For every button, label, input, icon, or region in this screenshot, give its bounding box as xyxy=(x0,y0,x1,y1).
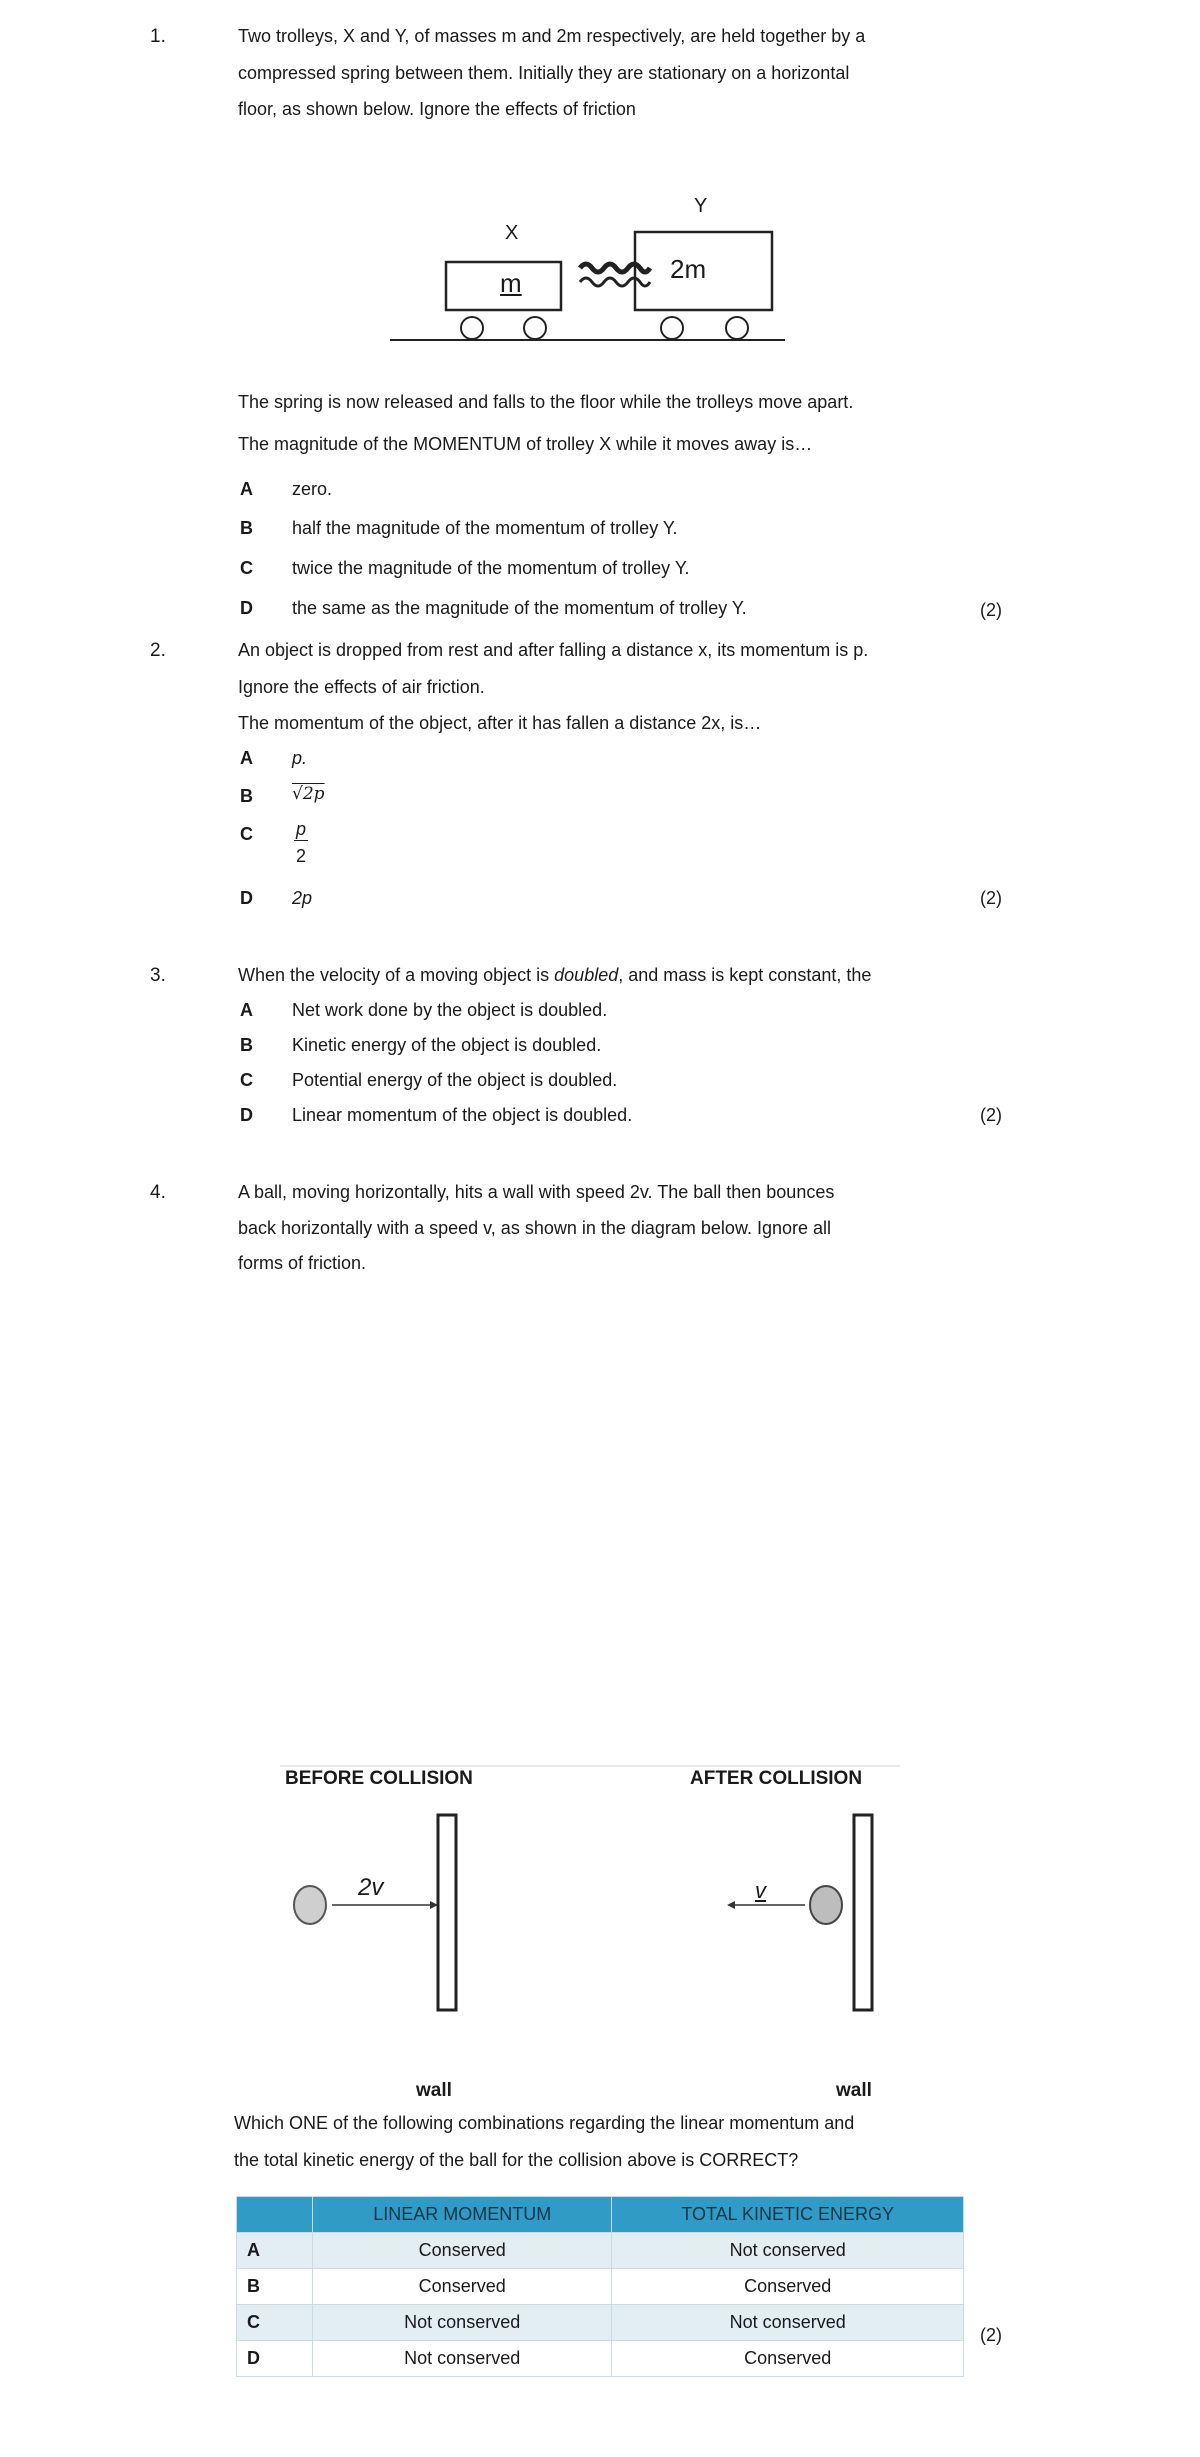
option-letter: B xyxy=(240,1035,253,1055)
wall-before xyxy=(438,1815,456,2010)
option-text: √2p xyxy=(292,784,325,804)
ball-after xyxy=(810,1886,842,1924)
option-text: 2p xyxy=(292,888,313,908)
question-number: 3. xyxy=(150,965,166,986)
option-letter: C xyxy=(240,824,253,844)
option-letter: B xyxy=(240,786,253,806)
before-collision-title: BEFORE COLLISION xyxy=(285,1768,473,1789)
trolley-x-label: X xyxy=(505,222,519,244)
question-text: An object is dropped from rest and after falling a distance x, its momentum is p. xyxy=(238,640,869,660)
table-cell: Not conserved xyxy=(612,2305,964,2341)
option-text: Net work done by the object is doubled. xyxy=(292,1000,608,1020)
before-speed-label: 2v xyxy=(358,1874,384,1901)
trolley-y-mass: 2m xyxy=(670,254,707,284)
table-row xyxy=(237,2233,964,2269)
marks: (2) xyxy=(980,2325,1002,2345)
question-text: A ball, moving horizontally, hits a wall with speed 2v. The ball then bounces xyxy=(238,1182,835,1202)
wall-label: wall xyxy=(416,2080,452,2101)
table-row xyxy=(237,2341,964,2377)
marks: (2) xyxy=(980,1105,1002,1125)
table-header: TOTAL KINETIC ENERGY xyxy=(612,2197,964,2233)
marks: (2) xyxy=(980,888,1002,908)
table-cell: Not conserved xyxy=(313,2305,612,2341)
table-cell: A xyxy=(237,2233,313,2269)
option-text: Kinetic energy of the object is doubled. xyxy=(292,1035,602,1055)
option-letter: D xyxy=(240,1105,253,1125)
trolleys-diagram xyxy=(380,190,800,350)
question-text: back horizontally with a speed v, as shown in the diagram below. Ignore all xyxy=(238,1218,831,1238)
table-cell: Not conserved xyxy=(313,2341,612,2377)
marks: (2) xyxy=(980,600,1002,620)
option-text: Linear momentum of the object is doubled. xyxy=(292,1105,633,1125)
after-speed-label: v xyxy=(755,1878,766,1903)
option-text: p. xyxy=(292,748,308,768)
question-number: 2. xyxy=(150,640,166,661)
wall-after xyxy=(854,1815,872,2010)
question-text: Which ONE of the following combinations regarding the linear momentum and xyxy=(234,2113,855,2133)
option-letter: D xyxy=(240,888,253,908)
question-text: forms of friction. xyxy=(238,1253,367,1273)
question-text: Ignore the effects of air friction. xyxy=(238,677,485,697)
question-number: 1. xyxy=(150,26,166,47)
spring xyxy=(580,264,650,272)
table-cell: Conserved xyxy=(612,2269,964,2305)
table-cell: Conserved xyxy=(612,2341,964,2377)
question-text: The spring is now released and falls to the floor while the trolleys move apart. xyxy=(238,392,854,412)
table-row xyxy=(237,2269,964,2305)
option-text: zero. xyxy=(292,479,333,499)
option-text: twice the magnitude of the momentum of trolley Y. xyxy=(292,558,690,578)
question-text: The magnitude of the MOMENTUM of trolley X while it moves away is… xyxy=(238,434,813,454)
option-letter: B xyxy=(240,518,253,538)
answer-table xyxy=(236,2196,964,2377)
question-text: The momentum of the object, after it has fallen a distance 2x, is… xyxy=(238,713,762,733)
question-number: 4. xyxy=(150,1182,166,1203)
question-text: compressed spring between them. Initially they are stationary on a horizontal xyxy=(238,63,850,83)
question-text: When the velocity of a moving object is doubled, and mass is kept constant, the xyxy=(238,965,872,985)
table-cell: D xyxy=(237,2341,313,2377)
fraction-denominator: 2 xyxy=(295,846,306,866)
table-cell: C xyxy=(237,2305,313,2341)
table-header: LINEAR MOMENTUM xyxy=(313,2197,612,2233)
table-cell: Conserved xyxy=(313,2233,612,2269)
table-row xyxy=(237,2305,964,2341)
option-text: half the magnitude of the momentum of trolley Y. xyxy=(292,518,678,538)
option-letter: D xyxy=(240,598,253,618)
question-text: floor, as shown below. Ignore the effects of friction xyxy=(238,99,636,119)
option-letter: A xyxy=(240,1000,253,1020)
option-letter: A xyxy=(240,479,253,499)
table-cell: B xyxy=(237,2269,313,2305)
table-cell: Not conserved xyxy=(612,2233,964,2269)
trolley-x-mass: m xyxy=(500,268,522,298)
question-text: Two trolleys, X and Y, of masses m and 2m respectively, are held together by a xyxy=(238,26,866,46)
option-text: Potential energy of the object is doubled. xyxy=(292,1070,618,1090)
ball-before xyxy=(294,1886,326,1924)
option-text: the same as the magnitude of the momentum of trolley Y. xyxy=(292,598,747,618)
trolley-y-label: Y xyxy=(694,195,708,217)
table-header xyxy=(237,2197,313,2233)
fraction-numerator: p xyxy=(295,819,306,839)
question-text: the total kinetic energy of the ball for the collision above is CORRECT? xyxy=(234,2150,799,2170)
table-header-row xyxy=(237,2197,964,2233)
collision-diagram xyxy=(280,1750,920,2080)
option-letter: C xyxy=(240,558,253,578)
option-letter: A xyxy=(240,748,253,768)
after-collision-title: AFTER COLLISION xyxy=(690,1768,863,1789)
table-cell: Conserved xyxy=(313,2269,612,2305)
wall-label: wall xyxy=(836,2080,872,2101)
option-letter: C xyxy=(240,1070,253,1090)
